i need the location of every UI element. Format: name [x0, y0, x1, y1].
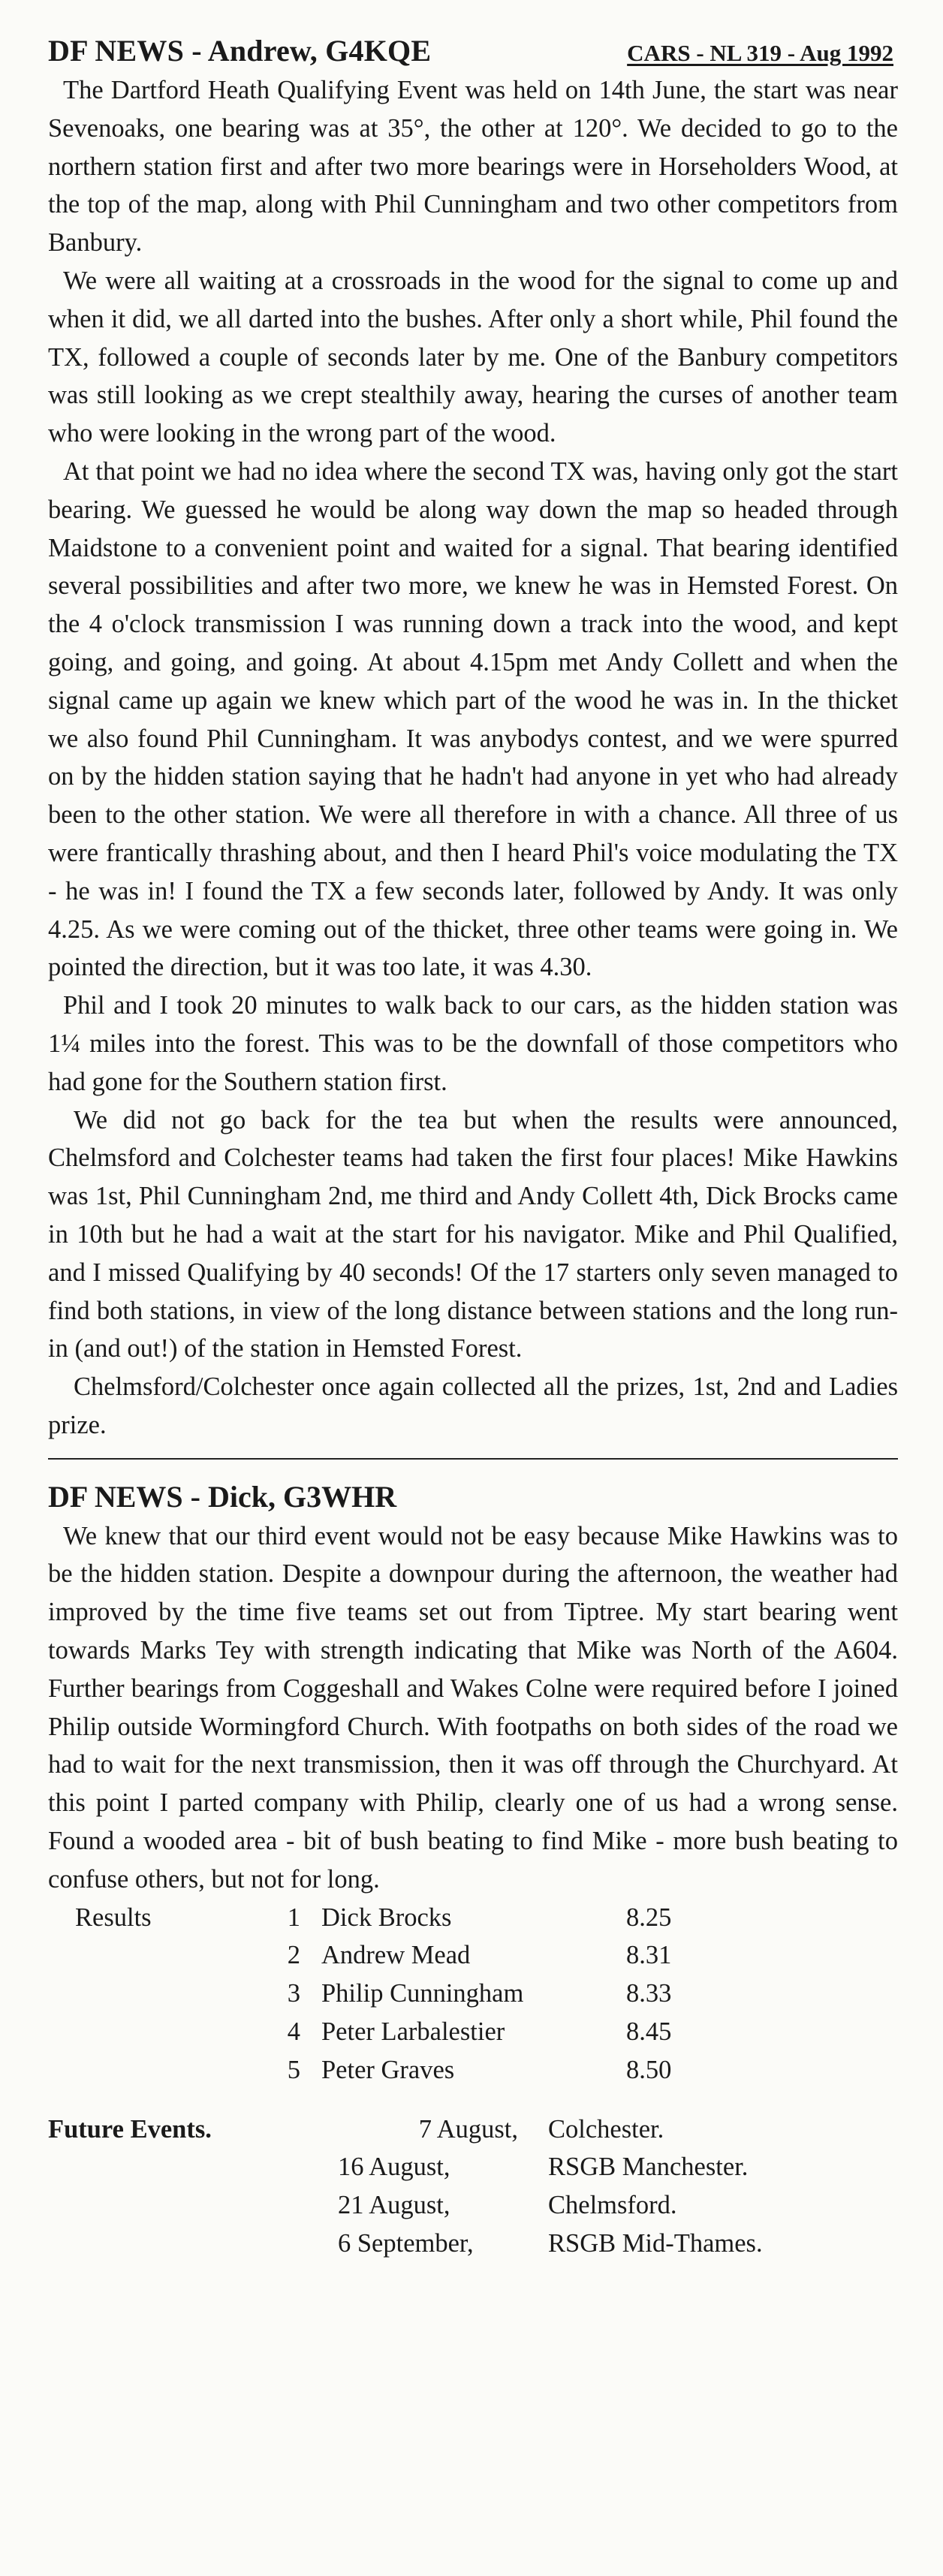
paragraph: Phil and I took 20 minutes to walk back to our cars, as the hidden station was 1¼ miles into the forest. This was to be the downfall of those competitors who had gone for the Southern station first.	[48, 991, 898, 1096]
results-label: Results	[75, 1903, 152, 1932]
result-name: Philip Cunningham	[321, 1979, 524, 2008]
result-time: 8.31	[626, 1941, 672, 1970]
result-name: Dick Brocks	[321, 1903, 452, 1932]
paragraph: The Dartford Heath Qualifying Event was held on 14th June, the start was near Sevenoaks, one bearing was at 35°, the other at 120°. We decided to go to the northern station first and after two more bearings were in Horseholders Wood, at the top of the map, along with Phil Cunningham and two other competitors from Banbury.	[48, 76, 898, 258]
result-position: 2	[287, 1941, 300, 1970]
result-position: 1	[287, 1903, 300, 1932]
list-item	[48, 2111, 898, 2149]
result-position: 4	[287, 2017, 300, 2047]
result-name: Peter Larbalestier	[321, 2017, 505, 2047]
section-divider	[48, 1458, 898, 1460]
header	[48, 33, 898, 68]
paragraph: We knew that our third event would not be easy because Mike Hawkins was to be the hidden station. Despite a downpour during the afternoon, the weather had improved by the time five teams set out from Tiptree. My start bearing went towards Marks Tey with strength indicating that Mike was North of the A604. Further bearings from Coggeshall and Wakes Colne were required before I joined Philip outside Wormingford Church. With footpaths on both sides of the road we had to wait for the next transmission, then it was off through the Churchyard. At this point I parted company with Philip, clearly one of us had a wrong sense. Found a wooded area - bit of bush beating to find Mike - more bush beating to confuse others, but not for long.	[48, 1521, 898, 1894]
list-item	[48, 2186, 898, 2225]
table-row	[48, 2013, 898, 2051]
list-item	[48, 2225, 898, 2263]
paragraph: At that point we had no idea where the second TX was, having only got the start bearing. We guessed he would be along way down the map so headed through Maidstone to a convenient point and waited for a signal. That bearing identified several possibilities and after two more, we knew he was in Hemsted Forest. On the 4 o'clock transmission I was running down a track into the wood, and kept going, and going, and going. At about 4.15pm met Andy Collett and when the signal came up again we knew which part of the wood he was in. In the thicket we also found Phil Cunningham. It was anybodys contest, and we were spurred on by the hidden station saying that he hadn't had anyone in yet who had already been to the other station. We were all therefore in with a chance. All three of us were frantically thrashing about, and then I heard Phil's voice modulating the TX - he was in! I found the TX a few seconds later, followed by Andy. It was only 4.25. As we were coming out of the thicket, three other teams were going in. We pointed the direction, but it was too late, it was 4.30.	[48, 456, 898, 982]
result-time: 8.25	[626, 1903, 672, 1932]
article-andrew	[48, 71, 898, 1445]
paragraph: We did not go back for the tea but when the results were announced, Chelmsford and Colchester teams had taken the first four places! Mike Hawkins was 1st, Phil Cunningham 2nd, me third and Andy Collett 4th, Dick Brocks came in 10th but he had a wait at the start for his navigator. Mike and Phil Qualified, and I missed Qualifying by 40 seconds! Of the 17 starters only seven managed to find both stations, in view of the long distance between stations and the long run-in (and out!) of the station in Hemsted Forest.	[48, 1105, 898, 1363]
article-dick	[48, 1479, 898, 2263]
list-item	[48, 2148, 898, 2186]
table-row	[48, 1936, 898, 1975]
article-title: DF NEWS - Andrew, G4KQE	[48, 34, 432, 68]
paragraph: Chelmsford/Colchester once again collected all the prizes, 1st, 2nd and Ladies prize.	[48, 1372, 898, 1439]
event-place: Chelmsford.	[548, 2191, 677, 2220]
result-name: Peter Graves	[321, 2055, 455, 2084]
event-date: 21 August,	[338, 2191, 450, 2220]
event-place: RSGB Mid-Thames.	[548, 2229, 763, 2258]
paragraph: We were all waiting at a crossroads in the wood for the signal to come up and when it did, we all darted into the bushes. After only a short while, Phil found the TX, followed a couple of seconds later by me. One of the Banbury competitors was still looking as we crept stealthily away, hearing the curses of another team who were looking in the wrong part of the wood.	[48, 266, 898, 448]
result-time: 8.50	[626, 2055, 672, 2084]
issue-label: CARS - NL 319 - Aug 1992	[627, 40, 893, 66]
future-events-label: Future Events.	[48, 2114, 212, 2144]
event-date: 6 September,	[338, 2229, 474, 2258]
table-row	[48, 2051, 898, 2089]
result-position: 3	[287, 1979, 300, 2008]
results-table	[48, 1899, 898, 2089]
article-title: DF NEWS - Dick, G3WHR	[48, 1479, 397, 1514]
future-events	[48, 2111, 898, 2263]
event-place: Colchester.	[548, 2114, 664, 2144]
table-row	[48, 1899, 898, 1937]
result-position: 5	[287, 2055, 300, 2084]
event-date: 7 August,	[418, 2114, 518, 2144]
table-row	[48, 1975, 898, 2013]
event-date: 16 August,	[338, 2153, 450, 2182]
result-time: 8.45	[626, 2017, 672, 2047]
result-time: 8.33	[626, 1979, 672, 2008]
result-name: Andrew Mead	[321, 1941, 471, 1970]
event-place: RSGB Manchester.	[548, 2153, 749, 2182]
